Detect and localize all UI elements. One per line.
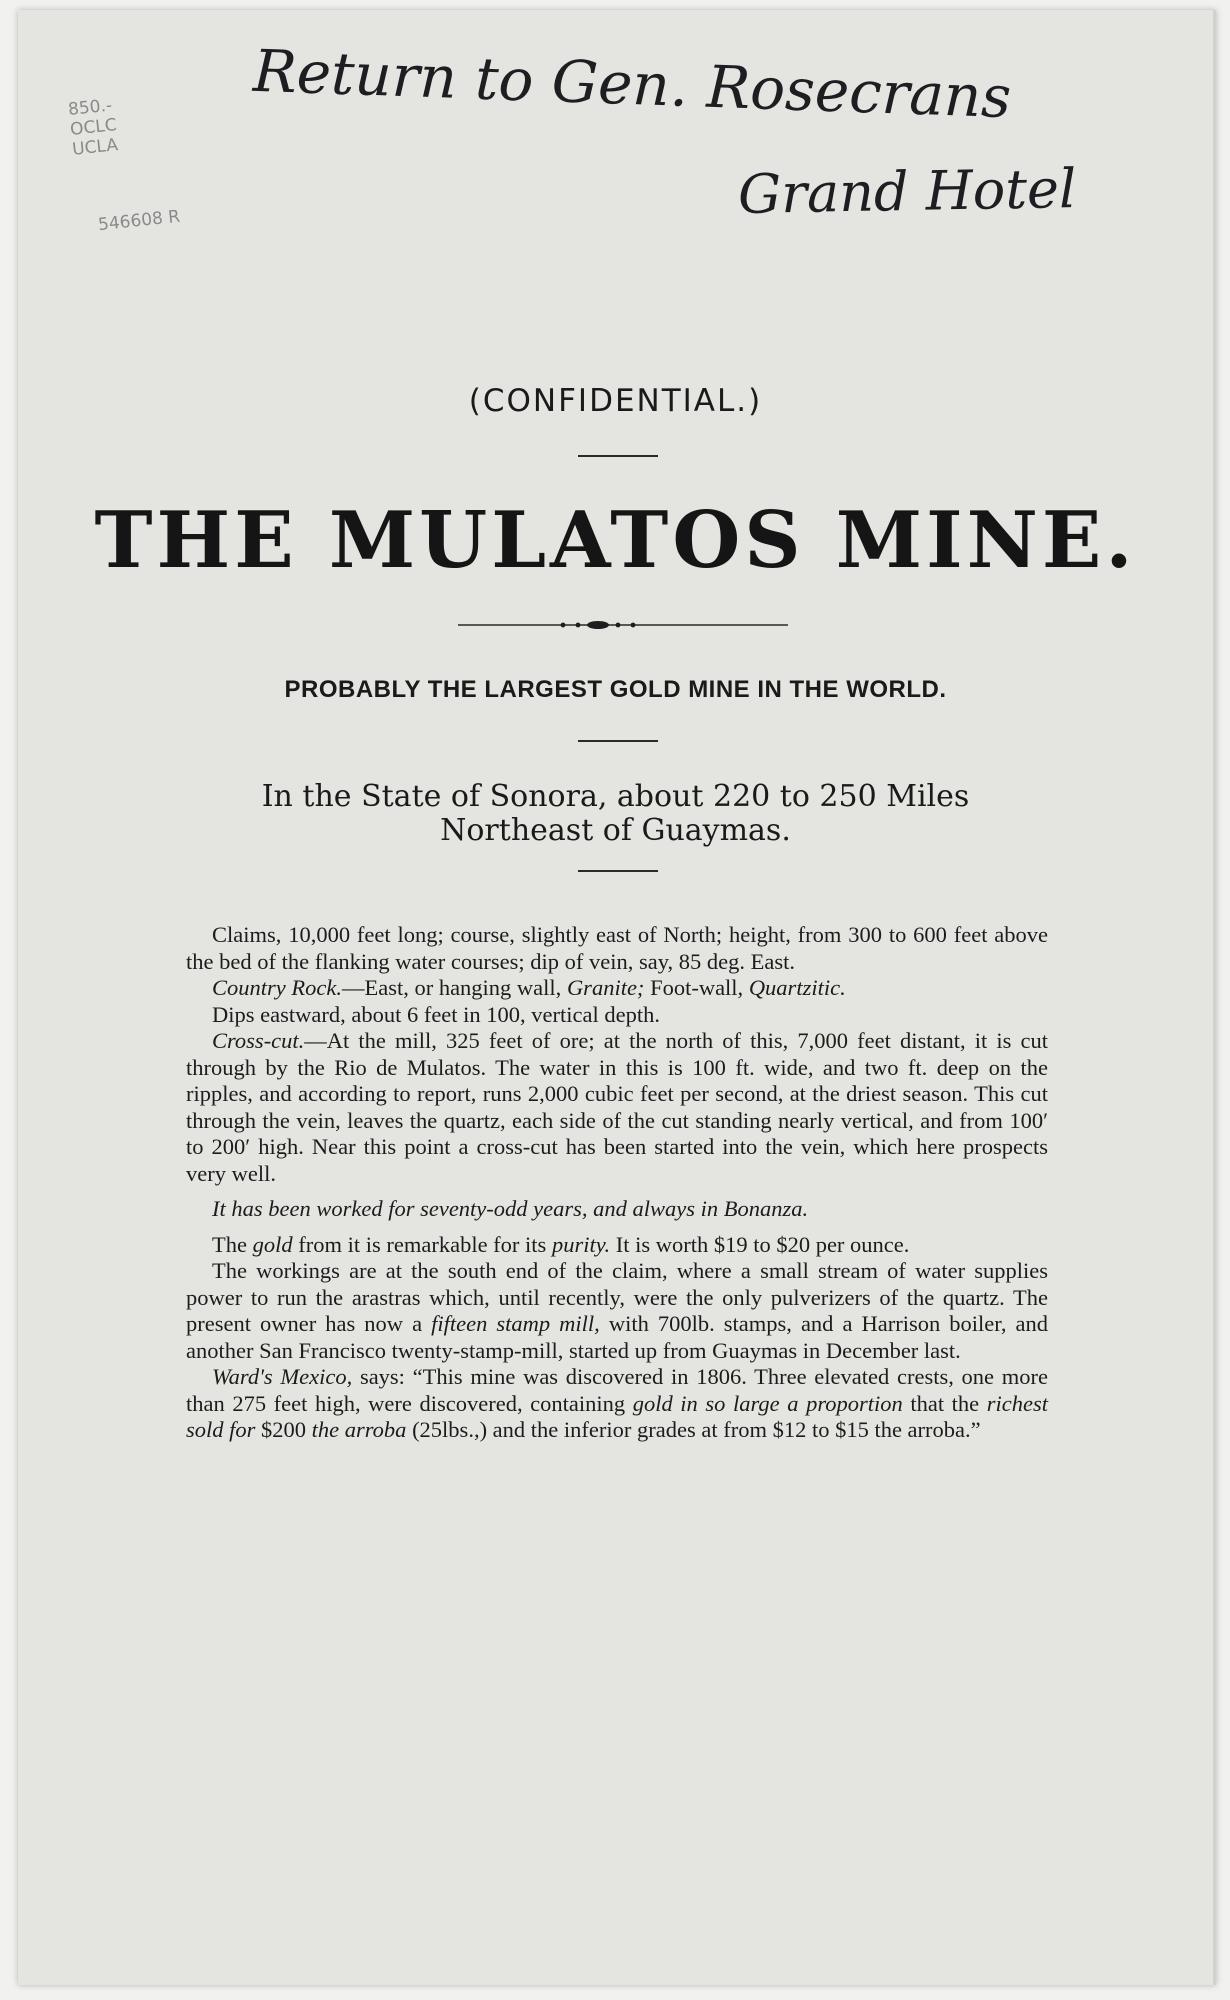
ornamental-divider — [458, 618, 788, 632]
confidential-label: (CONFIDENTIAL.) — [468, 383, 763, 419]
paragraph-wards-mexico-quote: Ward's Mexico, says: “This mine was discovered in 1806. Three elevated crests, one more than 275 feet high, were discovered, containing gold in so large a proportion that the richest sold for $200 the arroba (25lbs.,) and the inferior grades at from $12 to $15 the arroba.” — [186, 1364, 1048, 1442]
divider-rule — [578, 455, 658, 457]
subtitle: PROBABLY THE LARGEST GOLD MINE IN THE WORLD. — [284, 676, 947, 703]
country-rock-label: Country Rock. — [212, 975, 342, 1000]
divider-rule — [578, 740, 658, 742]
location-heading — [18, 780, 1213, 848]
location-line-1: In the State of Sonora, about 220 to 250 Miles — [261, 779, 970, 814]
handwritten-note-line2: Grand Hotel — [737, 157, 1077, 226]
body-text — [186, 922, 1048, 1444]
location-line-2: Northeast of Guaymas. — [440, 813, 791, 848]
paragraph-country-rock: Country Rock.—East, or hanging wall, Granite; Foot-wall, Quartzitic. — [212, 975, 846, 1000]
paragraph-gold-purity: The gold from it is remarkable for its purity. It is worth $19 to $20 per ounce. — [212, 1231, 910, 1257]
paragraph-dips: Dips eastward, about 6 feet in 100, vertical depth. — [212, 1001, 660, 1027]
paragraph-claims: Claims, 10,000 feet long; course, slightly east of North; height, from 300 to 600 feet above the bed of the flanking water courses; dip of vein, say, 85 deg. East. — [186, 922, 1048, 974]
pencil-catalog-note: 850.- OCLC UCLA — [67, 95, 119, 160]
document-title: THE MULATOS MINE. — [94, 495, 1137, 586]
handwritten-note-line1: Return to Gen. Rosecrans — [252, 36, 1013, 132]
divider-rule — [578, 870, 658, 872]
paragraph-cross-cut: Cross-cut.—At the mill, 325 feet of ore; at the north of this, 7,000 feet distant, it is cut through by the Rio de Mulatos. The water in this is 100 ft. wide, and two ft. deep on the ripples, and according to report, runs 2,000 cubic feet per second, at the driest season. This cut through the vein, leaves the quartz, each side of the cut standing nearly vertical, and from 100′ to 200′ high. Near this point a cross-cut has been started into the vein, which here prospects very well. — [186, 1028, 1048, 1186]
cross-cut-label: Cross-cut. — [212, 1028, 305, 1053]
paragraph-workings: The workings are at the south end of the claim, where a small stream of water supplies power to run the arastras which, until recently, were the only pulverizers of the quartz. The present owner has now a fifteen stamp mill, with 700lb. stamps, and a Harrison boiler, and another San Francisco twenty-stamp-mill, started up from Guaymas in December last. — [186, 1258, 1048, 1363]
pencil-accession-note: 546608 R — [97, 206, 181, 236]
document-page — [18, 10, 1216, 1985]
paragraph-bonanza: It has been worked for seventy-odd years, and always in Bonanza. — [212, 1196, 809, 1221]
